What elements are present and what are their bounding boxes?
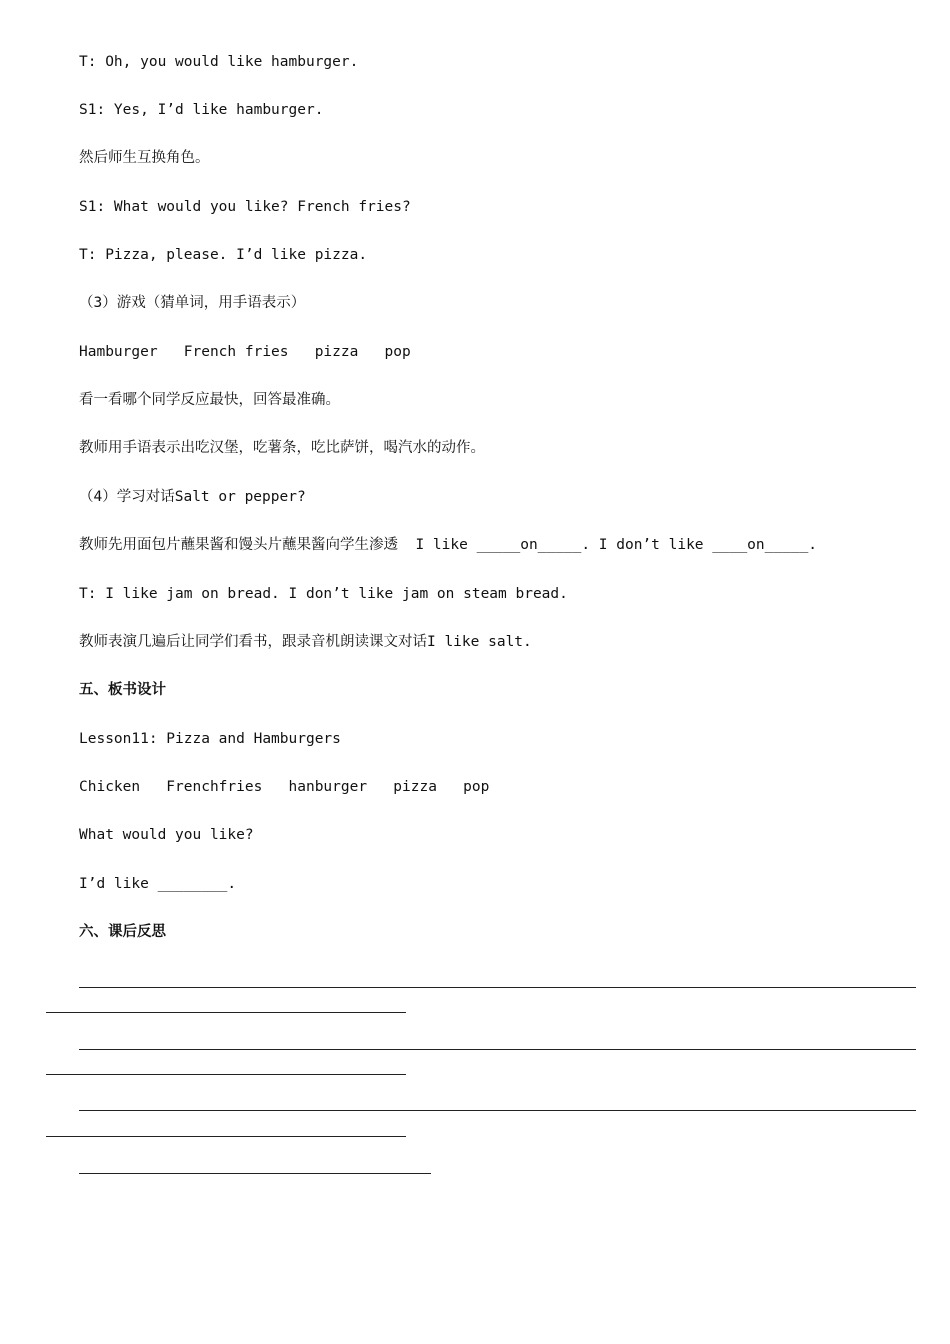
step-heading: （3）游戏（猜单词，用手语表示） (79, 295, 306, 311)
reflection-rule (79, 987, 916, 988)
dialog-line: T: I like jam on bread. I don’t like jam on steam bread. (79, 586, 568, 602)
instruction-line: 教师先用面包片蘸果酱和馒头片蘸果酱向学生渗透 I like _____on_____. I don’t like ____on_____. (79, 537, 818, 553)
section-heading-board-design: 五、板书设计 (79, 682, 166, 698)
reflection-rule (79, 1110, 916, 1111)
reflection-rule (46, 1074, 406, 1075)
reflection-rule (46, 1136, 406, 1137)
board-line: Lesson11: Pizza and Hamburgers (79, 731, 341, 747)
vocabulary-line: Hamburger French fries pizza pop (79, 344, 411, 360)
reflection-rule (46, 1012, 406, 1013)
dialog-line: T: Oh, you would like hamburger. (79, 54, 359, 70)
step-heading: （4）学习对话Salt or pepper? (79, 489, 306, 505)
instruction-line: 教师用手语表示出吃汉堡，吃薯条，吃比萨饼，喝汽水的动作。 (79, 440, 485, 456)
instruction-line: 看一看哪个同学反应最快，回答最准确。 (79, 392, 340, 408)
instruction-line: 教师表演几遍后让同学们看书，跟录音机朗读课文对话I like salt. (79, 634, 532, 650)
reflection-rule (79, 1049, 916, 1050)
dialog-line: T: Pizza, please. I’d like pizza. (79, 247, 368, 263)
dialog-line: S1: What would you like? French fries? (79, 199, 411, 215)
reflection-rule (79, 1173, 431, 1174)
dialog-line: S1: Yes, I’d like hamburger. (79, 102, 324, 118)
board-line: I’d like ________. (79, 876, 237, 892)
board-line: What would you like? (79, 827, 254, 843)
instruction-line: 然后师生互换角色。 (79, 150, 210, 166)
board-line: Chicken Frenchfries hanburger pizza pop (79, 779, 490, 795)
section-heading-reflection: 六、课后反思 (79, 924, 166, 940)
